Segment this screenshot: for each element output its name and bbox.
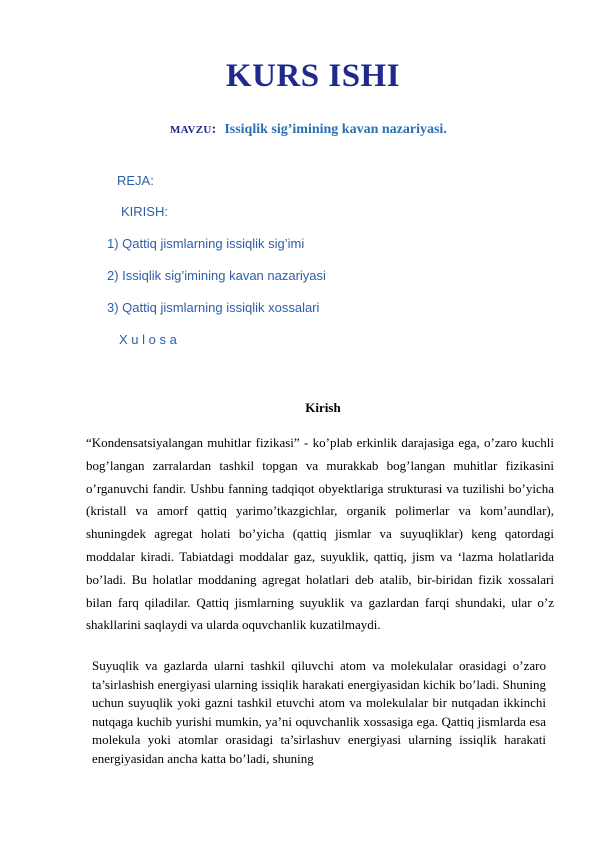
- plan-item-3: 3) Qattiq jismlarning issiqlik xossalari: [107, 300, 320, 315]
- section-heading-kirish: Kirish: [305, 400, 341, 415]
- paragraph-text: Suyuqlik va gazlarda ularni tashkil qiluvchi atom va molekulalar orasidagi o’zaro ta’sirlashish energiyasi ularning issiqlik harakati energiyasidan kichik bo’ladi. Shuning uchun suyuqlik yoki gazni tashkil etuvchi atom va molekulalar bir nutqadan ikkinchi nutqaga kuchib yurishi mumkin, ya’ni oquvchanlik xossasiga ega. Qattiq jismlarda esa molekula yoki atomlar orasidagi ta’sirlashuv energiyasi ularning issiqlik harakati energiyasidan ancha katta bo’ladi, shuning: [92, 658, 546, 766]
- document-title: KURS ISHI: [225, 58, 401, 94]
- plan-item-2: 2) Issiqlik sig’imining kavan nazariyasi: [107, 268, 326, 283]
- plan-conclusion: X u l o s a: [119, 332, 177, 347]
- plan-intro: KIRISH:: [121, 204, 168, 219]
- topic-colon: :: [211, 122, 217, 137]
- topic-line: [170, 120, 447, 138]
- plan-heading: REJA:: [117, 173, 154, 188]
- topic-label: MAVZU: [170, 124, 212, 136]
- plan-item-1: 1) Qattiq jismlarning issiqlik sig’imi: [107, 236, 305, 251]
- body-paragraph-1: [86, 432, 554, 637]
- paragraph-text: “Kondensatsiyalangan muhitlar fizikasi” - ko’plab erkinlik darajasiga ega, o’zaro kuchli bog’langan zarralardan tashkil topgan va murakkab bog’langan muhitlar fizikasini o’rganuvchi fandir. Ushbu fanning tadqiqot obyektlariga strukturasi va tuzilishi bo’yicha (kristall va amorf qattiq yarimo’tkazgichlar, organik polimerlar va kom’aundlar), shuningdek agregat holati bo’yicha (qattiq jismlar va suyuqliklar) keng qatordagi moddalar kiradi. Tabiatdagi moddalar gaz, suyuklik, qattiq, jism va ‘lazma holatlarida bo’ladi. Bu holatlar moddaning agregat holatlari deb atalib, bir-biridan fizik xossalari bilan farq qiladilar. Qattiq jismlarning suyuklik va gazlardan farqi shundaki, ular o’z shakllarini saqlaydi va ularda oquvchanlik kuzatilmaydi.: [86, 435, 554, 633]
- body-paragraph-2: [92, 657, 546, 769]
- topic-text: Issiqlik sig’imining kavan nazariyasi.: [224, 122, 447, 137]
